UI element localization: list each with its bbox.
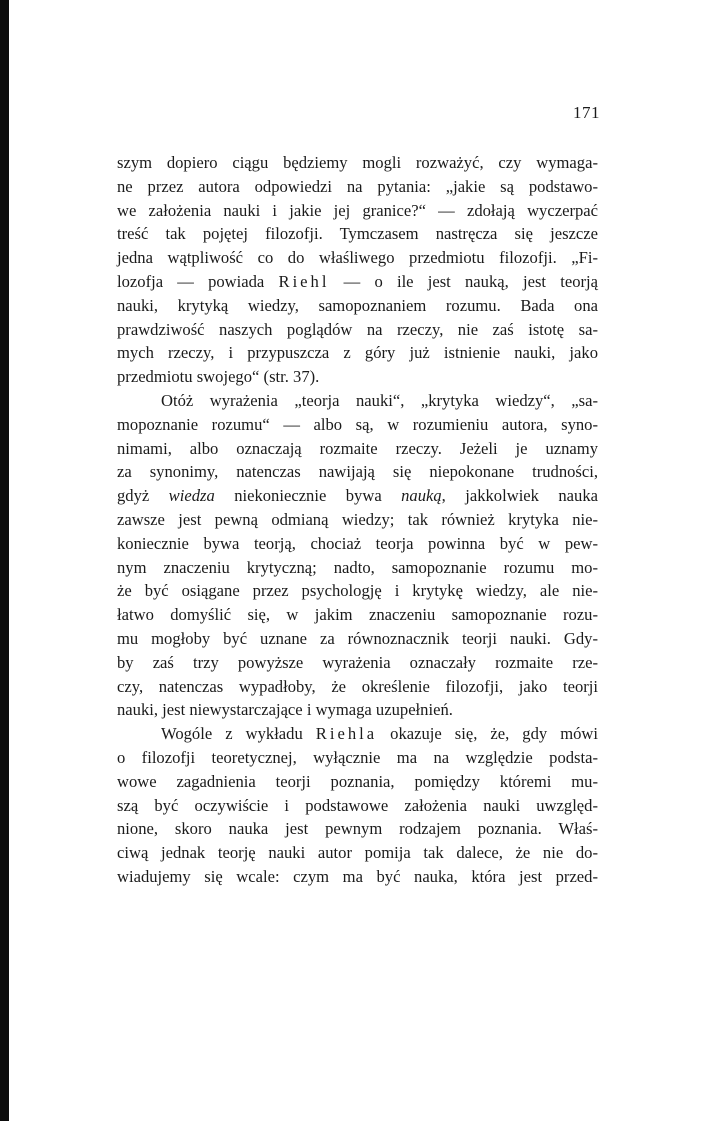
text-run: Wogóle z wykładu xyxy=(161,724,316,744)
text-line: treść tak pojętej filozofji. Tymczasem nastręcza się jeszcze xyxy=(117,224,598,244)
text-line: nauki, krytyką wiedzy, samopoznaniem rozumu. Bada ona xyxy=(117,295,598,315)
page-number: 171 xyxy=(573,103,600,122)
book-spine-edge xyxy=(0,0,9,1121)
text-line: szym dopiero ciągu będziemy mogli rozważyć, czy wymaga- xyxy=(117,153,598,172)
author-name-spaced: Riehla xyxy=(315,724,378,744)
text-line: czy, natenczas wypadłoby, że określenie filozofji, jako teorji xyxy=(117,676,598,696)
text-run: okazuje się, że, gdy mówi xyxy=(377,724,598,744)
text-line: prawdziwość naszych poglądów na rzeczy, nie zaś istotę sa- xyxy=(117,319,598,339)
text-line: ne przez autora odpowiedzi na pytania: „jakie są podstawo- xyxy=(117,176,598,196)
body-text xyxy=(117,151,598,889)
text-line: nauki, jest niewystarczające i wymaga uzupełnień. xyxy=(117,700,453,720)
text-line xyxy=(117,270,598,294)
author-name-spaced: Riehl xyxy=(278,271,330,291)
text-line: nimami, albo oznaczają rozmaite rzeczy. Jeżeli je uznamy xyxy=(117,438,598,458)
text-line: Otóż wyrażenia „teorja nauki“, „krytyka wiedzy“, „sa- xyxy=(161,390,598,410)
text-line: by zaś trzy powyższe wyrażenia oznaczały rozmaite rze- xyxy=(117,652,598,672)
text-line xyxy=(117,722,598,746)
text-line: o filozofji teoretycznej, wyłącznie ma na względzie podsta- xyxy=(117,747,598,767)
italic-term: wiedza xyxy=(168,486,215,506)
text-line: jedna wątpliwość co do właśliwego przedmiotu filozofji. „Fi- xyxy=(117,248,598,268)
text-run: gdyż xyxy=(117,486,169,506)
text-line: wiadujemy się wcale: czym ma być nauka, która jest przed- xyxy=(117,866,598,886)
italic-term: nauką xyxy=(401,486,442,506)
text-run: — o ile jest nauką, jest teorją xyxy=(329,271,598,291)
text-line: koniecznie bywa teorją, chociaż teorja powinna być w pew- xyxy=(117,533,598,553)
text-line: ciwą jednak teorję nauki autor pomija tak dalece, że nie do- xyxy=(117,843,598,863)
text-line: przedmiotu swojego“ (str. 37). xyxy=(117,367,320,387)
text-line: mych rzeczy, i przypuszcza z góry już istnienie nauki, jako xyxy=(117,343,598,363)
text-line: że być osiągane przez psychologję i krytykę wiedzy, ale nie- xyxy=(117,581,598,601)
text-line: szą być oczywiście i podstawowe założenia nauki uwzględ- xyxy=(117,795,598,815)
text-line: we założenia nauki i jakie jej granice?“ — zdołają wyczerpać xyxy=(117,200,598,220)
text-run: niekoniecznie bywa xyxy=(214,486,402,506)
text-line: wowe zagadnienia teorji poznania, pomiędzy któremi mu- xyxy=(117,771,598,791)
text-line: mopoznanie rozumu“ — albo są, w rozumieniu autora, syno- xyxy=(117,414,598,434)
text-line: nym znaczeniu krytyczną; nadto, samopoznanie rozumu mo- xyxy=(117,557,598,577)
text-line xyxy=(117,484,598,508)
text-line: zawsze jest pewną odmianą wiedzy; tak również krytyka nie- xyxy=(117,509,598,529)
text-line: mu mogłoby być uznane za równoznacznik teorji nauki. Gdy- xyxy=(117,628,598,648)
text-line: za synonimy, natenczas nawijają się niepokonane trudności, xyxy=(117,462,598,482)
text-run: lozofja — powiada xyxy=(117,271,279,291)
text-line: nione, skoro nauka jest pewnym rodzajem poznania. Właś- xyxy=(117,819,598,839)
text-run: , jakkolwiek nauka xyxy=(441,486,598,506)
text-line: łatwo domyślić się, w jakim znaczeniu samopoznanie rozu- xyxy=(117,605,598,625)
